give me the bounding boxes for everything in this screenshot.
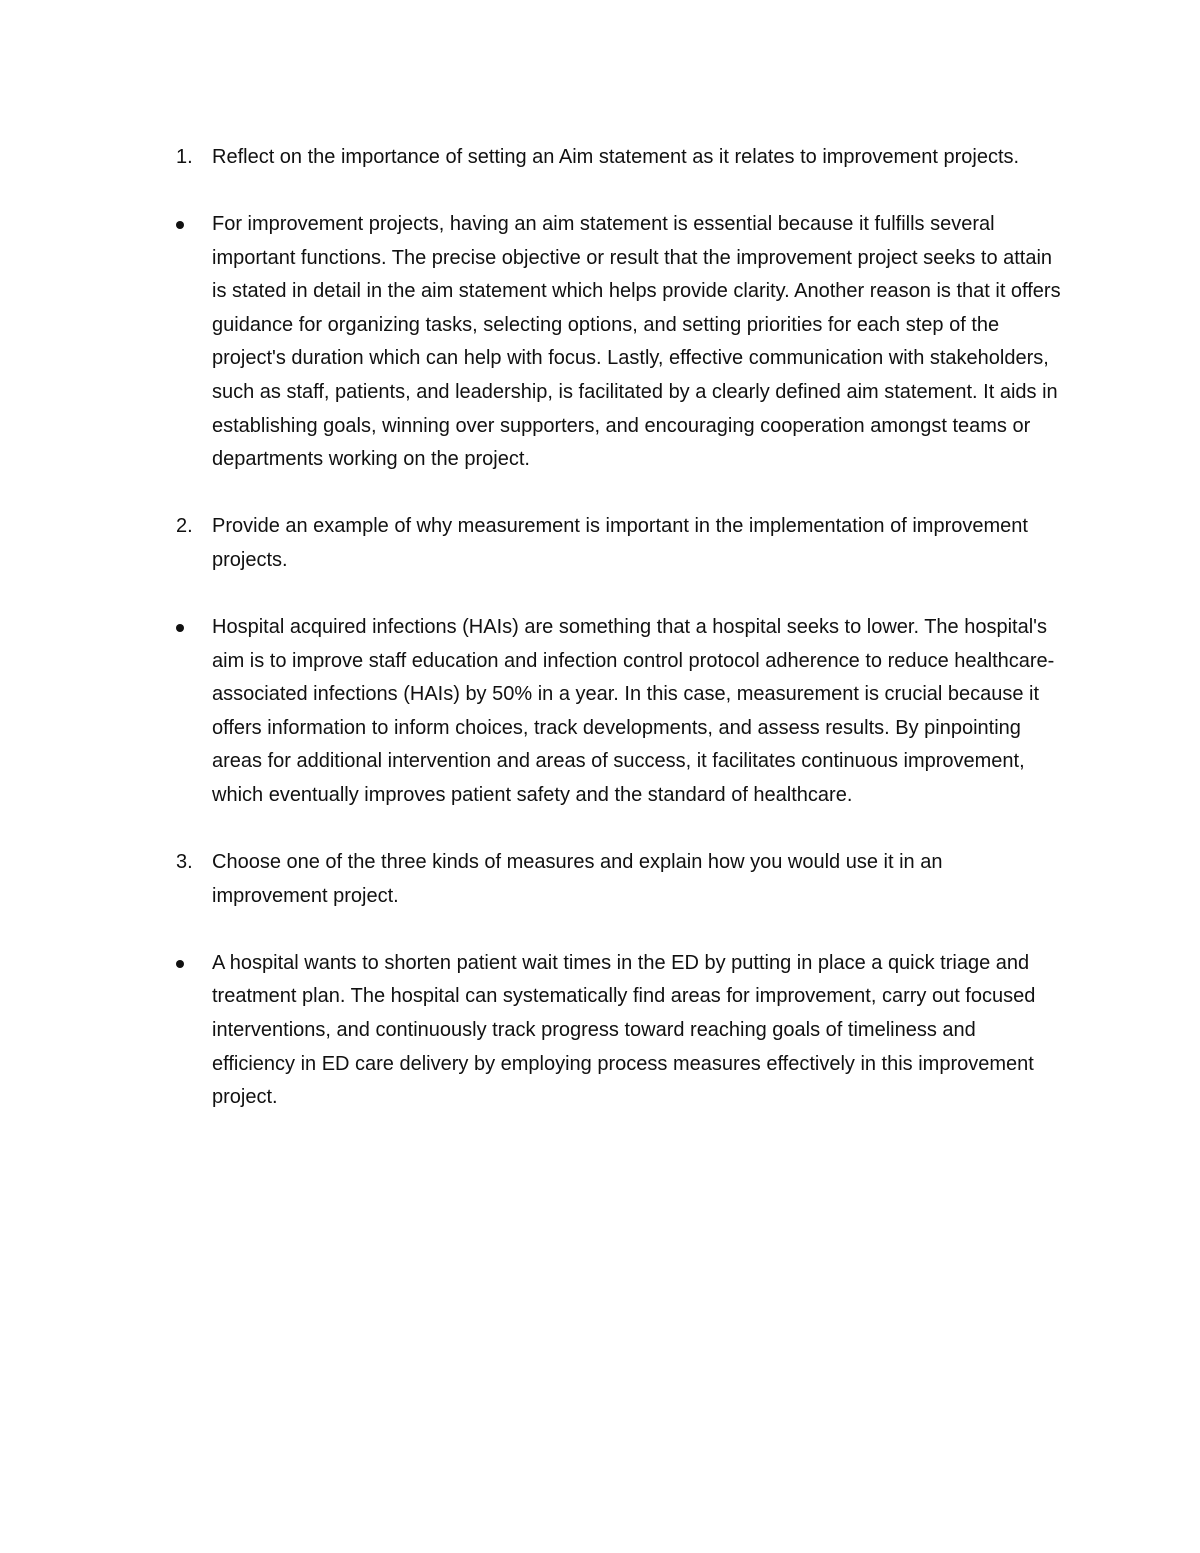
question-number: 3. — [176, 851, 193, 874]
answer-text: A hospital wants to shorten patient wait times in the ED by putting in place a quick triage and treatment plan. The hospital can systematically find areas for improvement, carry out focused interventions, and continuously track progress toward reaching goals of timeliness and efficiency in ED care delivery by employing process measures effectively in this improvement project. — [212, 951, 1036, 1109]
answer-item-1 — [212, 208, 1062, 477]
answer-item-3 — [212, 947, 1062, 1115]
answer-item-2 — [212, 611, 1062, 813]
question-text: Provide an example of why measurement is important in the implementation of improvement projects. — [212, 515, 1028, 571]
bullet-icon — [176, 624, 184, 632]
question-number: 1. — [176, 146, 193, 168]
question-text: Reflect on the importance of setting an Aim statement as it relates to improvement projects. — [212, 146, 1020, 168]
question-text: Choose one of the three kinds of measures and explain how you would use it in an improvement project. — [212, 851, 943, 907]
answer-text: For improvement projects, having an aim statement is essential because it fulfills several important functions. The precise objective or result that the improvement project seeks to attain is stated in detail in the aim statement which helps provide clarity. Another reason is that it offers guidance for organizing tasks, selecting options, and setting priorities for each step of the project's duration which can help with focus. Lastly, effective communication with stakeholders, such as staff, patients, and leadership, is facilitated by a clearly defined aim statement. It aids in establishing goals, winning over supporters, and encouraging cooperation amongst teams or departments working on the project. — [212, 213, 1061, 471]
question-number: 2. — [176, 515, 193, 538]
question-item-2 — [176, 510, 1062, 577]
bullet-icon — [176, 221, 184, 229]
answer-text: Hospital acquired infections (HAIs) are something that a hospital seeks to lower. The hospital's aim is to improve staff education and infection control protocol adherence to reduce healthcare-associated infections (HAIs) by 50% in a year. In this case, measurement is crucial because it offers information to inform choices, track developments, and assess results. By pinpointing areas for additional intervention and areas of success, it facilitates continuous improvement, which eventually improves patient safety and the standard of healthcare. — [212, 616, 1055, 806]
document-content — [176, 141, 1062, 1115]
question-item-3 — [176, 846, 1062, 913]
question-item-1 — [176, 141, 1062, 175]
bullet-icon — [176, 960, 184, 968]
